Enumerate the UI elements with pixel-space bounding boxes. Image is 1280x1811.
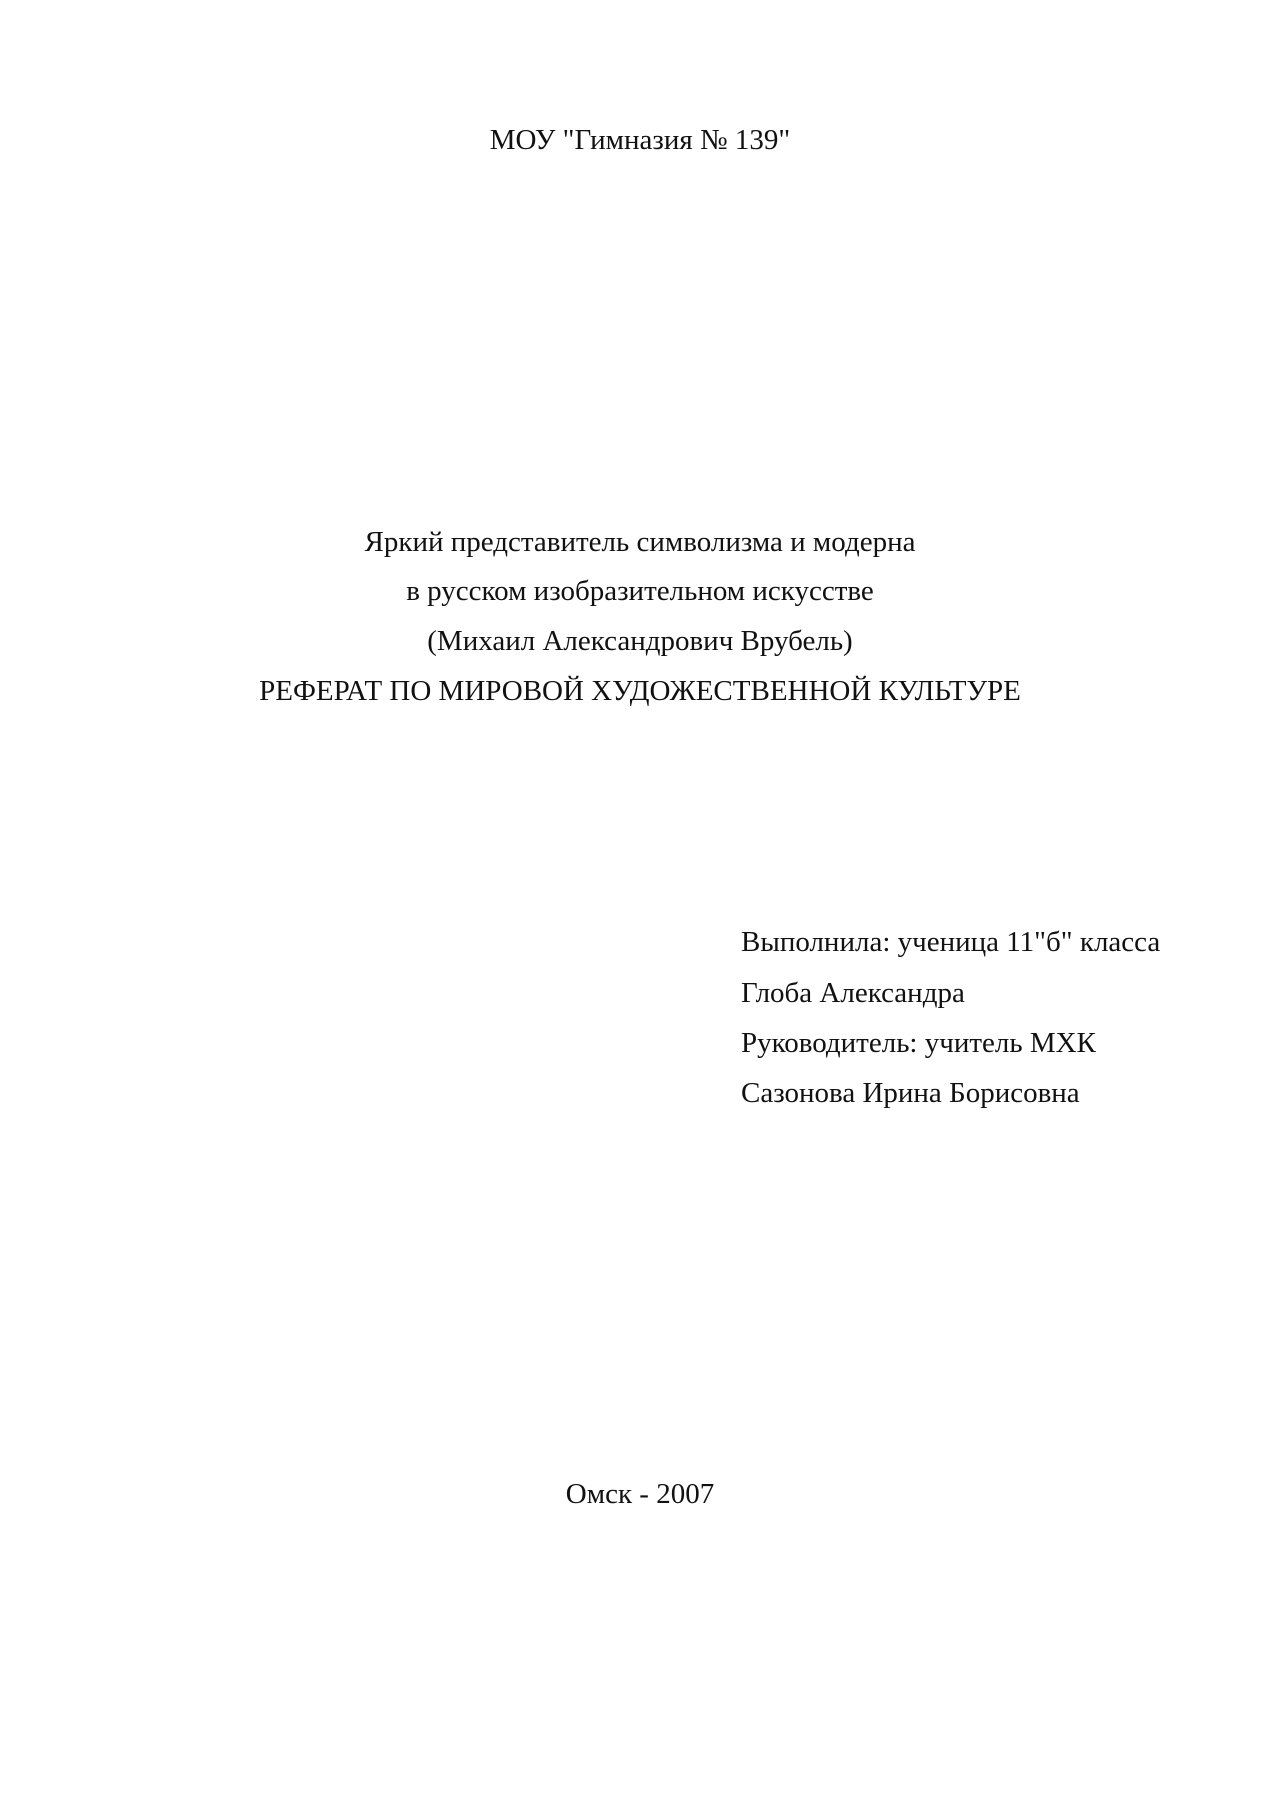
title-line-2: в русском изобразительном искусстве (406, 575, 874, 607)
city-year: Омск - 2007 (565, 1478, 715, 1510)
author-role: Выполнила: ученица 11"б" класса (741, 926, 1161, 958)
school-name: МОУ "Гимназия № 139" (489, 124, 791, 156)
document-type: РЕФЕРАТ ПО МИРОВОЙ ХУДОЖЕСТВЕННОЙ КУЛЬТУРЕ (259, 675, 1021, 707)
author-name: Глоба Александра (741, 977, 965, 1009)
title-line-3: (Михаил Александрович Врубель) (427, 625, 853, 657)
title-line-1: Яркий представитель символизма и модерна (364, 526, 916, 558)
supervisor-name: Сазонова Ирина Борисовна (741, 1077, 1080, 1109)
supervisor-role: Руководитель: учитель МХК (741, 1027, 1096, 1059)
